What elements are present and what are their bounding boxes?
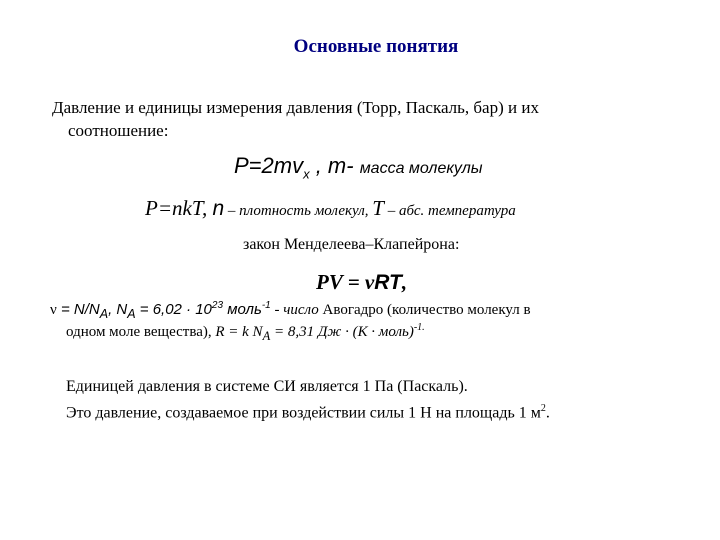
- avogadro-line2a: одном моле вещества),: [66, 324, 216, 340]
- formula3-comma: ,: [401, 270, 408, 294]
- formula2-t-desc: – абс. температура: [383, 203, 516, 219]
- formula1-desc: масса молекулы: [359, 160, 483, 177]
- formula2-n-desc: – плотность молекул,: [224, 203, 373, 219]
- formula2-t: T: [372, 196, 384, 220]
- avogadro-line2c: = 8,31 Дж · (К · моль): [270, 324, 414, 340]
- si-dot: .: [545, 404, 550, 422]
- avogadro-part3: = 6,02 · 10: [135, 301, 212, 318]
- si-line2-text: Это давление, создаваемое при воздействии силы 1 Н на площадь 1 м: [66, 404, 541, 422]
- law-heading: закон Менделеева–Клапейрона:: [243, 236, 460, 253]
- intro-line-1: Давление и единицы измерения давления (Торр, Паскаль, бар) и их: [52, 98, 539, 117]
- formula2-n: n: [212, 197, 225, 220]
- avogadro-line2b: R = k N: [215, 324, 263, 340]
- avogadro-sub-a: A: [99, 307, 109, 321]
- clapeyron-formula: [316, 270, 407, 295]
- avogadro-sub-a3: A: [262, 329, 271, 343]
- avogadro-nu: ν: [50, 302, 57, 318]
- avogadro-exp23: 23: [211, 300, 224, 311]
- pressure-formula: [234, 153, 483, 181]
- gas-pressure-formula: [145, 196, 516, 221]
- avogadro-exp-m1: -1: [261, 300, 271, 311]
- si-line-2: [66, 403, 550, 422]
- avogadro-exp-m1b: -1.: [413, 322, 425, 333]
- formula1-sep: , m-: [309, 153, 360, 178]
- si-line-1: Единицей давления в системе СИ является 1 Па (Паскаль).: [66, 378, 468, 395]
- avogadro-part2: , N: [108, 301, 128, 318]
- formula1-sub: x: [303, 166, 310, 182]
- formula2-expr: P=nkT,: [145, 196, 213, 220]
- si-exp2: 2: [540, 403, 546, 414]
- intro-line-2: соотношение:: [68, 121, 169, 140]
- formula3-nu: ν: [364, 270, 375, 294]
- avogadro-line-1: [50, 300, 531, 321]
- page-title: Основные понятия: [293, 36, 459, 57]
- formula3-pv: PV =: [316, 270, 365, 294]
- avogadro-part1: = N/N: [56, 301, 100, 318]
- avogadro-part6: Авогадро (количество молекул в: [322, 302, 531, 318]
- formula3-rt: RT: [374, 271, 402, 294]
- avogadro-part5: - число: [270, 302, 323, 318]
- avogadro-part4: моль: [223, 301, 262, 318]
- formula1-expr: P=2mv: [234, 153, 304, 178]
- avogadro-sub-a2: A: [127, 307, 136, 321]
- avogadro-line-2: [66, 322, 425, 344]
